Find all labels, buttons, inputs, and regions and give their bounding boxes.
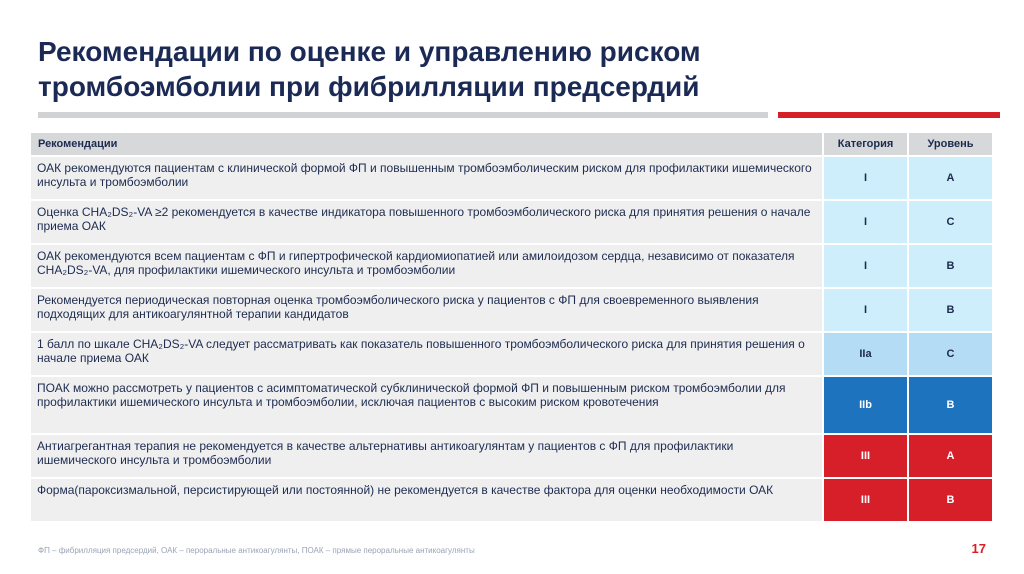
page-number: 17 xyxy=(971,541,986,556)
level-cell: B xyxy=(909,243,994,287)
recommendation-text: ПОАК можно рассмотреть у пациентов с асимптоматической субклинической формой ФП и повышенным риском тромбоэмболии для профилактики ишемического инсульта и тромбоэмболии, исключая пациентов с высоким риском кровотечения xyxy=(31,375,824,433)
recommendation-text: 1 балл по шкале CHA₂DS₂-VA следует рассматривать как показатель повышенного тромбоэмболического риска для принятия решения о начале приема ОАК xyxy=(31,331,824,375)
table-row xyxy=(31,433,994,477)
recommendation-text: Рекомендуется периодическая повторная оценка тромбоэмболического риска у пациентов с ФП для своевременного выявления подходящих для антикоагулянтной терапии кандидатов xyxy=(31,287,824,331)
footnote: ФП – фибрилляция предсердий, ОАК – пероральные антикоагулянты, ПОАК – прямые пероральные антикоагулянты xyxy=(38,546,475,555)
category-cell: I xyxy=(824,243,909,287)
header-recommendations: Рекомендации xyxy=(31,133,824,155)
recommendations-table xyxy=(31,133,994,521)
recommendation-text: ОАК рекомендуются всем пациентам с ФП и гипертрофической кардиомиопатией или амилоидозом сердца, независимо от показателя CHA₂DS₂-VA, для профилактики ишемического инсульта и тромбоэмболии xyxy=(31,243,824,287)
category-cell: I xyxy=(824,199,909,243)
level-cell: C xyxy=(909,331,994,375)
recommendation-text: ОАК рекомендуются пациентам с клинической формой ФП и повышенным тромбоэмболическим риском для профилактики ишемического инсульта и тромбоэмболии xyxy=(31,155,824,199)
level-cell: B xyxy=(909,375,994,433)
level-cell: A xyxy=(909,155,994,199)
header-category: Категория xyxy=(824,133,909,155)
table-row xyxy=(31,243,994,287)
table-row xyxy=(31,375,994,433)
category-cell: IIa xyxy=(824,331,909,375)
title-divider-red xyxy=(778,112,1000,118)
table-header-row xyxy=(31,133,994,155)
header-level: Уровень xyxy=(909,133,994,155)
level-cell: C xyxy=(909,199,994,243)
recommendation-text: Оценка CHA₂DS₂-VA ≥2 рекомендуется в качестве индикатора повышенного тромбоэмболического риска для принятия решения о начале приема ОАК xyxy=(31,199,824,243)
category-cell: I xyxy=(824,287,909,331)
recommendation-text: Форма(пароксизмальной, персистирующей или постоянной) не рекомендуется в качестве фактора для оценки необходимости ОАК xyxy=(31,477,824,521)
table-row xyxy=(31,287,994,331)
category-cell: IIb xyxy=(824,375,909,433)
table-row xyxy=(31,155,994,199)
category-cell: I xyxy=(824,155,909,199)
recommendation-text: Антиагрегантная терапия не рекомендуется в качестве альтернативы антикоагулянтам у пациентов с ФП для профилактики ишемического инсульта и тромбоэмболии xyxy=(31,433,824,477)
table-row xyxy=(31,331,994,375)
level-cell: B xyxy=(909,477,994,521)
table-row xyxy=(31,477,994,521)
level-cell: A xyxy=(909,433,994,477)
title-divider-grey xyxy=(38,112,768,118)
category-cell: III xyxy=(824,433,909,477)
table-row xyxy=(31,199,994,243)
category-cell: III xyxy=(824,477,909,521)
slide-title: Рекомендации по оценке и управлению риском тромбоэмболии при фибрилляции предсердий xyxy=(38,36,701,102)
level-cell: B xyxy=(909,287,994,331)
